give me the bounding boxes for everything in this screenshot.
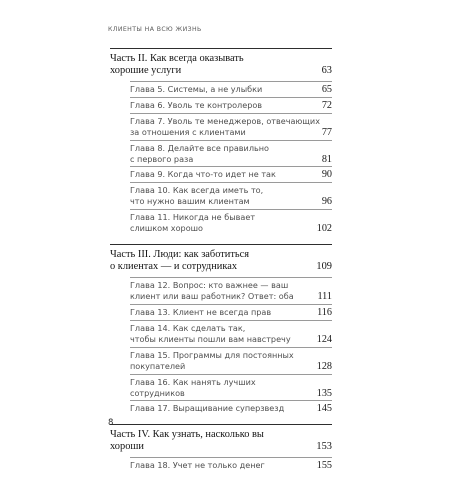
part-title-line: хорошие услуги [110,64,182,76]
chapter-title-line: Глава 6. Уволь те контролеров [130,99,263,110]
toc-chapter [130,304,332,320]
part-title [110,53,290,76]
chapter-title-line: чтобы клиенты пошли вам навстречу [130,333,291,344]
toc-chapter [130,347,332,374]
chapter-title [130,169,300,180]
chapter-page-number: 65 [321,84,332,96]
chapter-title-line: Глава 14. Как сделать так, [130,322,246,333]
chapter-title-line: Глава 17. Выращивание суперзвезд [130,403,285,414]
toc-chapter [130,140,332,167]
chapter-page-number: 128 [316,360,332,372]
part-title-line: Часть III. Люди: как заботиться [110,248,250,260]
chapter-page-number: 102 [316,223,332,235]
toc-chapter [130,113,332,140]
toc-chapter [130,320,332,347]
chapter-title-line: слишком хорошо [130,223,203,234]
chapter-page-number: 124 [316,333,332,345]
chapter-title [130,350,300,372]
chapter-title-line: Глава 12. Вопрос: кто важнее — ваш [130,280,289,291]
chapter-page-number: 155 [316,460,332,472]
chapter-title-line: Глава 10. Как всегда иметь то, [130,185,264,196]
chapter-title [130,323,300,345]
chapter-list [110,277,332,416]
chapter-list [110,457,332,473]
toc-part [110,424,332,457]
toc-chapter [130,81,332,97]
chapter-page-number: 116 [317,307,332,319]
toc-part [110,244,332,277]
toc-chapter [130,457,332,473]
chapter-page-number: 111 [317,291,332,303]
chapter-title-line: что нужно вашим клиентам [130,196,250,207]
toc-chapter [130,209,332,236]
chapter-title [130,280,300,302]
chapter-title [130,212,300,234]
chapter-title-line: Глава 7. Уволь те менеджеров, отвечающих [130,115,320,126]
chapter-list [110,81,332,236]
chapter-title-line: с первого раза [130,153,194,164]
chapter-title [130,403,300,414]
table-of-contents [110,48,332,481]
toc-chapter [130,166,332,182]
chapter-page-number: 90 [321,169,332,181]
toc-part [110,48,332,81]
part-title-line: о клиентах — и сотрудниках [110,260,238,272]
chapter-title-line: Глава 11. Никогда не бывает [130,212,256,223]
chapter-page-number: 145 [316,403,332,415]
chapter-title-line: Глава 9. Когда что-то идет не так [130,169,276,180]
chapter-title [130,307,300,318]
toc-chapter [130,97,332,113]
toc-chapter [130,374,332,401]
part-title-line: Часть II. Как всегда оказывать [110,53,244,64]
part-title-line: Часть IV. Как узнать, насколько вы хороши [110,429,264,452]
part-page-number: 153 [316,440,332,452]
running-head: КЛИЕНТЫ НА ВСЮ ЖИЗНЬ [108,26,202,33]
page-number: 8 [108,418,114,428]
part-page-number: 63 [321,64,332,76]
chapter-title [130,377,300,399]
part-page-number: 109 [316,260,332,272]
chapter-title [130,84,300,95]
chapter-title-line: сотрудников [130,387,185,398]
chapter-page-number: 135 [316,387,332,399]
chapter-title-line: Глава 5. Системы, а не улыбки [130,84,263,95]
chapter-title-line: за отношения с клиентами [130,126,246,137]
part-title [110,429,290,452]
chapter-title [130,115,320,138]
chapter-page-number: 72 [321,99,332,111]
part-title [110,249,290,272]
chapter-title [130,143,300,165]
chapter-title [130,100,300,111]
chapter-title-line: Глава 8. Делайте все правильно [130,142,270,153]
toc-chapter [130,400,332,416]
chapter-title-line: клиент или ваш работник? Ответ: оба [130,291,294,302]
chapter-title [130,185,300,207]
chapter-title-line: Глава 15. Программы для постоянных [130,349,294,360]
toc-chapter [130,182,332,209]
chapter-page-number: 81 [321,153,332,165]
chapter-title-line: покупателей [130,360,186,371]
chapter-page-number: 77 [321,126,332,138]
chapter-title-line: Глава 13. Клиент не всегда прав [130,307,272,318]
chapter-page-number: 96 [321,196,332,208]
toc-chapter [130,277,332,304]
chapter-title [130,460,300,471]
chapter-title-line: Глава 16. Как нанять лучших [130,376,256,387]
chapter-title-line: Глава 18. Учет не только денег [130,460,265,471]
